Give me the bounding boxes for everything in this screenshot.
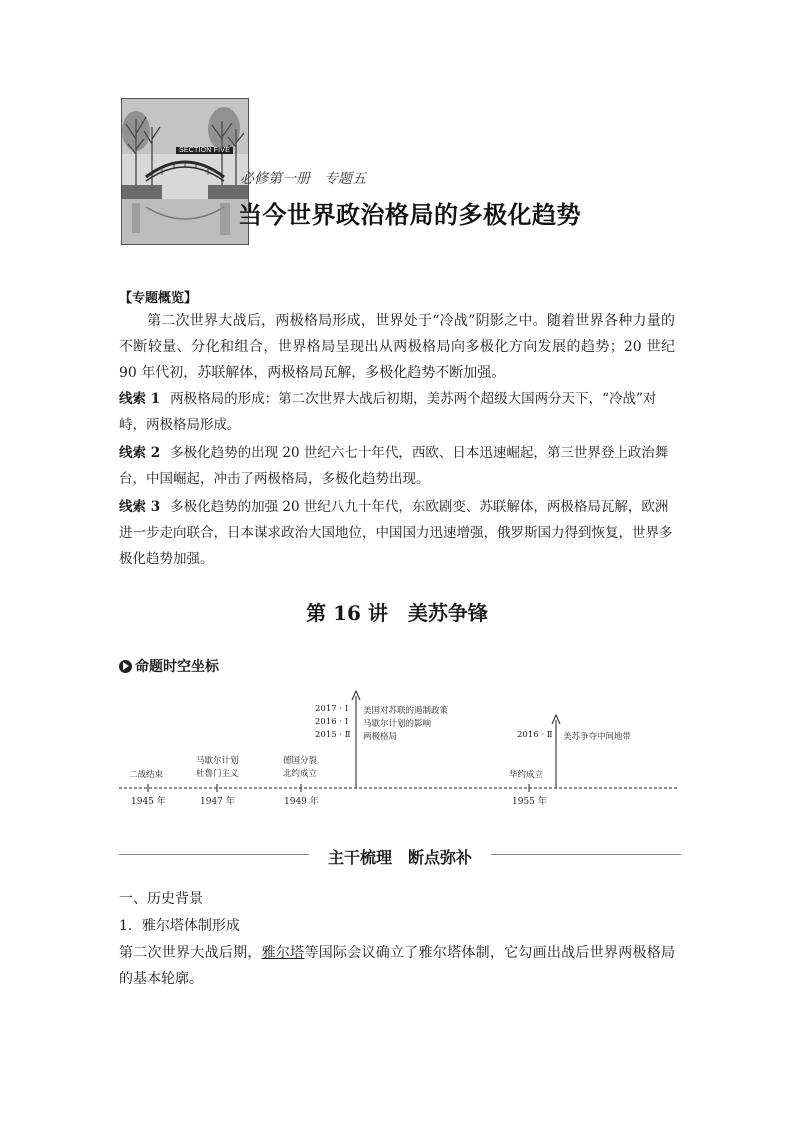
timeline-label (119, 656, 219, 676)
event-label: 杜鲁门主义 (196, 769, 239, 779)
paragraph-text: 第二次世界大战后期， (119, 945, 262, 961)
section-title-wrap (119, 845, 681, 868)
paragraph-text: 等国际会议确立了雅尔塔体制，它勾画出战后世界两极格局的基本轮廓。 (119, 945, 676, 987)
event-label: 德国分裂 (283, 756, 318, 766)
clue-2-text: 多极化趋势的出现 20 世纪六七十年代，西欧、日本迅速崛起，第三世界登上政治舞台，中国崛起，冲击了两极格局，多极化趋势出现。 (119, 445, 669, 487)
exam-point: 美国对苏联的遏制政策 (363, 706, 449, 716)
clue-1-text: 两极格局的形成：第二次世界大战后初期，美苏两个超级大国两分天下，“冷战”对峙，两极格局形成。 (119, 391, 657, 433)
page-subtitle: 必修第一册 专题五 (240, 172, 366, 187)
heading-level-2: 1．雅尔塔体制形成 (119, 918, 240, 934)
clue-3-head: 线索 3 (119, 499, 161, 515)
event-year: 1947 年 (200, 797, 235, 807)
clue-3 (119, 494, 675, 572)
event-year: 1949 年 (284, 797, 319, 807)
clue-2 (119, 440, 675, 492)
exam-point: 美苏争夺中间地带 (563, 732, 632, 742)
section-label: SECTION FIVE (176, 147, 233, 154)
clue-1 (119, 386, 675, 438)
timeline (119, 690, 681, 820)
section-cover-image (121, 98, 249, 245)
play-icon (119, 660, 132, 673)
exam-point: 马歇尔计划的影响 (363, 719, 432, 729)
exam-point: 两极格局 (363, 732, 398, 742)
event-label: 华约成立 (509, 770, 544, 780)
heading-level-1: 一、历史背景 (119, 891, 203, 907)
exam-tag: 2017 · Ⅰ (315, 704, 349, 714)
clue-2-head: 线索 2 (119, 445, 161, 461)
page-title: 当今世界政治格局的多极化趋势 (238, 201, 581, 229)
body-paragraph (119, 940, 675, 992)
canal-bridge-photo (122, 99, 248, 244)
clue-1-head: 线索 1 (119, 391, 161, 407)
exam-tag: 2015 · Ⅱ (315, 730, 351, 740)
event-label: 二战结束 (129, 770, 164, 780)
overview-intro: 第二次世界大战后，两极格局形成，世界处于“冷战”阴影之中。随着世界各种力量的不断较量、分化和组合，世界格局呈现出从两极格局向多极化方向发展的趋势；20 世纪 90 年代初，苏联解体，两极格局瓦解，多极化趋势不断加强。 (119, 313, 675, 381)
section-title: 主干梳理 断点弥补 (316, 848, 484, 867)
event-year: 1955 年 (512, 797, 547, 807)
lesson-title: 第 16 讲 美苏争锋 (306, 601, 488, 625)
underlined-term: 雅尔塔 (261, 945, 305, 961)
event-label: 马歇尔计划 (196, 756, 239, 766)
event-label: 北约成立 (283, 769, 318, 779)
exam-tag: 2016 · Ⅰ (315, 717, 349, 727)
exam-tag: 2016 · Ⅱ (517, 730, 553, 740)
clue-3-text: 多极化趋势的加强 20 世纪八九十年代，东欧剧变、苏联解体，两极格局瓦解，欧洲进一步走向联合，日本谋求政治大国地位，中国国力迅速增强，俄罗斯国力得到恢复，世界多极化趋势加强。 (119, 499, 673, 567)
section-header (119, 845, 681, 865)
overview-label: 【专题概览】 (119, 291, 198, 306)
timeline-label-text: 命题时空坐标 (135, 659, 219, 675)
event-year: 1945 年 (131, 797, 166, 807)
